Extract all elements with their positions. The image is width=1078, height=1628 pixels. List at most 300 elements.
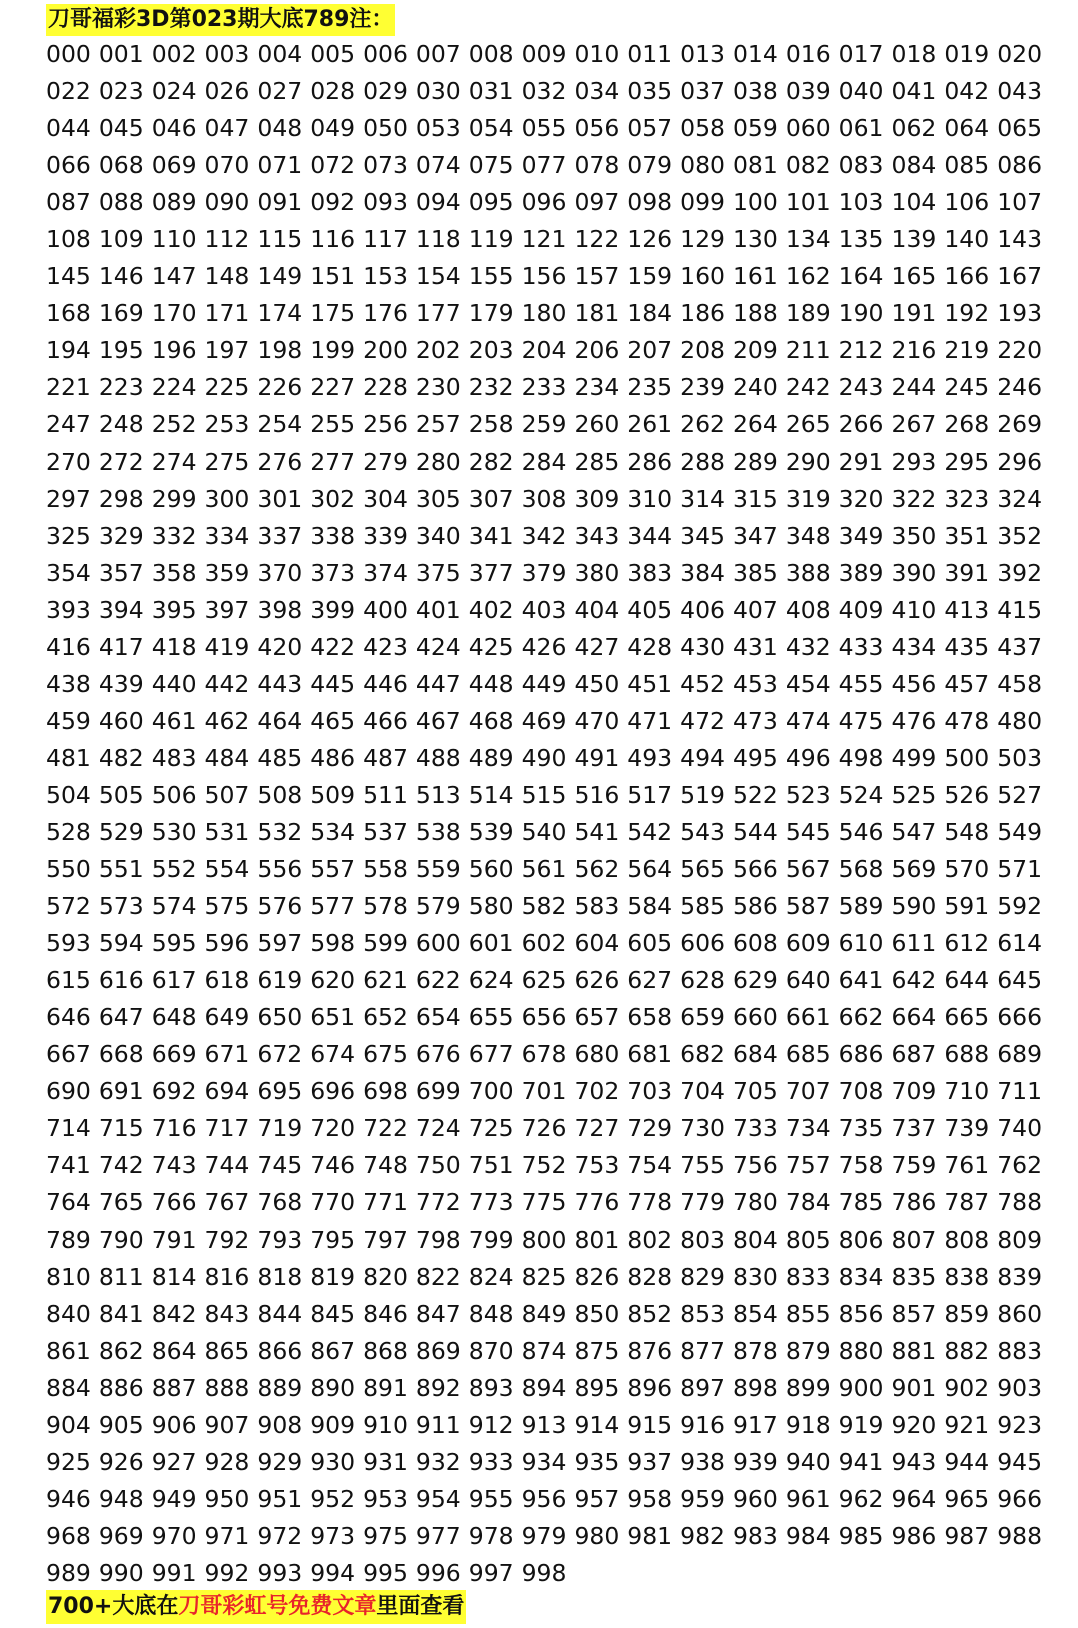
number-item: 001 (98, 40, 144, 68)
number-item: 447 (415, 669, 461, 698)
number-item: 598 (310, 929, 356, 958)
number-item: 390 (891, 558, 937, 587)
number-item: 658 (627, 1003, 673, 1032)
number-item: 405 (627, 595, 673, 624)
number-item: 968 (46, 1521, 91, 1550)
number-item: 914 (574, 1410, 620, 1439)
number-item: 401 (415, 595, 461, 624)
number-item: 153 (363, 262, 408, 291)
number-item: 350 (891, 521, 937, 550)
number-item: 513 (415, 780, 461, 809)
number-item: 529 (98, 817, 144, 846)
number-row (46, 925, 1056, 962)
number-item: 733 (732, 1114, 778, 1143)
number-item: 889 (257, 1373, 303, 1402)
number-item: 874 (521, 1336, 567, 1365)
number-item: 941 (838, 1447, 884, 1476)
number-item: 242 (785, 373, 831, 402)
number-item: 045 (98, 114, 144, 143)
number-item: 741 (46, 1151, 91, 1180)
number-item: 258 (468, 410, 514, 439)
number-item: 558 (363, 855, 408, 884)
number-item: 053 (415, 114, 461, 143)
number-item: 081 (732, 151, 778, 180)
number-item: 552 (151, 855, 197, 884)
number-item: 225 (204, 373, 250, 402)
number-row (46, 258, 1056, 295)
number-item: 928 (204, 1447, 250, 1476)
number-item: 675 (363, 1040, 408, 1069)
number-item: 727 (574, 1114, 620, 1143)
number-item: 088 (98, 188, 144, 217)
number-item: 868 (363, 1336, 408, 1365)
number-item: 554 (204, 855, 250, 884)
number-item: 437 (997, 632, 1043, 661)
number-item: 199 (310, 336, 356, 365)
number-item: 857 (891, 1299, 937, 1328)
number-item: 860 (997, 1299, 1043, 1328)
number-item: 569 (891, 855, 937, 884)
number-item: 337 (257, 521, 303, 550)
number-item: 961 (785, 1484, 831, 1513)
number-item: 523 (785, 780, 831, 809)
number-item: 876 (627, 1336, 673, 1365)
number-item: 119 (468, 225, 514, 254)
number-item: 866 (257, 1336, 303, 1365)
number-item: 752 (521, 1151, 567, 1180)
number-item: 542 (627, 817, 673, 846)
number-item: 720 (310, 1114, 356, 1143)
number-item: 139 (891, 225, 937, 254)
number-item: 006 (363, 40, 408, 68)
number-item: 835 (891, 1262, 937, 1291)
number-item: 764 (46, 1188, 91, 1217)
number-item: 918 (785, 1410, 831, 1439)
footer-text-suffix: 里面查看 (376, 1594, 465, 1619)
number-item: 943 (891, 1447, 937, 1476)
number-item: 256 (363, 410, 408, 439)
number-item: 654 (415, 1003, 461, 1032)
number-item: 983 (732, 1521, 778, 1550)
number-item: 478 (944, 706, 990, 735)
number-item: 490 (521, 743, 567, 772)
number-item: 839 (997, 1262, 1043, 1291)
number-item: 699 (415, 1077, 461, 1106)
number-item: 341 (468, 521, 514, 550)
number-item: 920 (891, 1410, 937, 1439)
number-item: 867 (310, 1336, 356, 1365)
number-item: 068 (98, 151, 144, 180)
number-item: 672 (257, 1040, 303, 1069)
number-item: 494 (680, 743, 725, 772)
number-row (46, 888, 1056, 925)
number-item: 420 (257, 632, 303, 661)
number-item: 112 (204, 225, 250, 254)
number-item: 288 (680, 447, 725, 476)
number-item: 973 (310, 1521, 356, 1550)
number-item: 989 (46, 1558, 91, 1587)
number-item: 083 (838, 151, 884, 180)
number-item: 247 (46, 410, 91, 439)
number-item: 925 (46, 1447, 91, 1476)
number-item: 716 (151, 1114, 197, 1143)
number-item: 004 (257, 40, 303, 68)
number-item: 929 (257, 1447, 303, 1476)
number-item: 556 (257, 855, 303, 884)
number-item: 511 (363, 780, 408, 809)
number-item: 216 (891, 336, 937, 365)
number-item: 846 (363, 1299, 408, 1328)
number-item: 028 (310, 77, 356, 106)
number-item: 255 (310, 410, 356, 439)
number-item: 525 (891, 780, 937, 809)
number-item: 122 (574, 225, 620, 254)
number-item: 966 (997, 1484, 1043, 1513)
number-item: 519 (680, 780, 725, 809)
number-item: 498 (838, 743, 884, 772)
number-item: 677 (468, 1040, 514, 1069)
number-item: 230 (415, 373, 461, 402)
number-item: 987 (944, 1521, 990, 1550)
number-item: 446 (363, 669, 408, 698)
number-item: 285 (574, 447, 620, 476)
number-item: 374 (363, 558, 408, 587)
number-item: 682 (680, 1040, 725, 1069)
number-row (46, 184, 1056, 221)
number-item: 992 (204, 1558, 250, 1587)
number-item: 709 (891, 1077, 937, 1106)
number-item: 946 (46, 1484, 91, 1513)
number-item: 473 (732, 706, 778, 735)
number-item: 894 (521, 1373, 567, 1402)
number-item: 608 (732, 929, 778, 958)
number-item: 901 (891, 1373, 937, 1402)
number-item: 459 (46, 706, 91, 735)
number-item: 659 (680, 1003, 725, 1032)
number-row (46, 1333, 1056, 1370)
number-item: 465 (310, 706, 356, 735)
number-item: 343 (574, 521, 620, 550)
number-item: 646 (46, 1003, 91, 1032)
number-item: 694 (204, 1077, 250, 1106)
number-item: 758 (838, 1151, 884, 1180)
number-item: 385 (732, 558, 778, 587)
number-item: 254 (257, 410, 303, 439)
number-item: 419 (204, 632, 250, 661)
number-item: 194 (46, 336, 91, 365)
number-row (46, 406, 1056, 443)
number-item: 301 (257, 484, 303, 513)
number-item: 594 (98, 929, 144, 958)
number-item: 485 (257, 743, 303, 772)
number-item: 373 (310, 558, 356, 587)
number-item: 077 (521, 151, 567, 180)
number-item: 403 (521, 595, 567, 624)
number-item: 008 (468, 40, 514, 68)
number-item: 772 (415, 1188, 461, 1217)
number-item: 674 (310, 1040, 356, 1069)
number-item: 377 (468, 558, 514, 587)
number-item: 104 (891, 188, 937, 217)
number-item: 410 (891, 595, 937, 624)
number-item: 140 (944, 225, 990, 254)
number-item: 399 (310, 595, 356, 624)
number-item: 093 (363, 188, 408, 217)
number-item: 801 (574, 1225, 620, 1254)
number-item: 010 (574, 40, 620, 68)
number-item: 320 (838, 484, 884, 513)
number-item: 017 (838, 40, 884, 68)
number-item: 939 (732, 1447, 778, 1476)
number-item: 534 (310, 817, 356, 846)
number-item: 388 (785, 558, 831, 587)
number-item: 027 (257, 77, 303, 106)
number-item: 912 (468, 1410, 514, 1439)
number-item: 807 (891, 1225, 937, 1254)
number-item: 095 (468, 188, 514, 217)
number-item: 280 (415, 447, 461, 476)
number-item: 930 (310, 1447, 356, 1476)
number-item: 907 (204, 1410, 250, 1439)
number-item: 253 (204, 410, 250, 439)
number-item: 980 (574, 1521, 620, 1550)
number-item: 156 (521, 262, 567, 291)
number-item: 020 (997, 40, 1043, 68)
number-item: 481 (46, 743, 91, 772)
number-item: 451 (627, 669, 673, 698)
number-item: 565 (680, 855, 725, 884)
number-item: 778 (627, 1188, 673, 1217)
number-item: 148 (204, 262, 250, 291)
number-item: 155 (468, 262, 514, 291)
number-row (46, 1407, 1056, 1444)
number-item: 567 (785, 855, 831, 884)
number-item: 908 (257, 1410, 303, 1439)
number-item: 998 (521, 1558, 567, 1587)
number-item: 628 (680, 966, 725, 995)
number-item: 196 (151, 336, 197, 365)
number-item: 916 (680, 1410, 725, 1439)
number-item: 962 (838, 1484, 884, 1513)
number-item: 690 (46, 1077, 91, 1106)
number-item: 990 (98, 1558, 144, 1587)
number-item: 171 (204, 299, 250, 328)
number-item: 275 (204, 447, 250, 476)
number-item: 788 (997, 1188, 1043, 1217)
number-item: 680 (574, 1040, 620, 1069)
number-item: 169 (98, 299, 144, 328)
number-item: 892 (415, 1373, 461, 1402)
number-item: 880 (838, 1336, 884, 1365)
number-item: 223 (98, 373, 144, 402)
number-item: 890 (310, 1373, 356, 1402)
number-item: 818 (257, 1262, 303, 1291)
number-item: 348 (785, 521, 831, 550)
number-item: 642 (891, 966, 937, 995)
number-item: 116 (310, 225, 356, 254)
number-item: 197 (204, 336, 250, 365)
number-item: 810 (46, 1262, 91, 1291)
number-item: 571 (997, 855, 1043, 884)
number-item: 073 (363, 151, 408, 180)
number-row (46, 221, 1056, 258)
number-item: 151 (310, 262, 356, 291)
number-item: 611 (891, 929, 937, 958)
number-item: 345 (680, 521, 725, 550)
number-item: 917 (732, 1410, 778, 1439)
number-item: 309 (574, 484, 620, 513)
number-item: 756 (732, 1151, 778, 1180)
number-item: 785 (838, 1188, 884, 1217)
number-item: 308 (521, 484, 567, 513)
number-item: 847 (415, 1299, 461, 1328)
number-item: 745 (257, 1151, 303, 1180)
number-item: 425 (468, 632, 514, 661)
number-row (46, 1444, 1056, 1481)
number-item: 189 (785, 299, 831, 328)
number-item: 862 (98, 1336, 144, 1365)
number-item: 179 (468, 299, 514, 328)
number-item: 323 (944, 484, 990, 513)
number-item: 700 (468, 1077, 514, 1106)
number-item: 915 (627, 1410, 673, 1439)
number-item: 040 (838, 77, 884, 106)
number-item: 442 (204, 669, 250, 698)
number-item: 099 (680, 188, 725, 217)
number-item: 426 (521, 632, 567, 661)
number-item: 584 (627, 892, 673, 921)
number-item: 845 (310, 1299, 356, 1328)
number-item: 462 (204, 706, 250, 735)
number-item: 002 (151, 40, 197, 68)
number-item: 717 (204, 1114, 250, 1143)
number-item: 792 (204, 1225, 250, 1254)
number-item: 398 (257, 595, 303, 624)
number-item: 404 (574, 595, 620, 624)
number-item: 958 (627, 1484, 673, 1513)
number-item: 129 (680, 225, 725, 254)
number-item: 685 (785, 1040, 831, 1069)
number-item: 208 (680, 336, 725, 365)
number-item: 978 (468, 1521, 514, 1550)
number-item: 029 (363, 77, 408, 106)
number-item: 971 (204, 1521, 250, 1550)
number-item: 055 (521, 114, 567, 143)
number-item: 840 (46, 1299, 91, 1328)
number-item: 957 (574, 1484, 620, 1513)
number-item: 742 (98, 1151, 144, 1180)
number-item: 449 (521, 669, 567, 698)
number-item: 582 (521, 892, 567, 921)
number-item: 744 (204, 1151, 250, 1180)
number-item: 719 (257, 1114, 303, 1143)
number-item: 204 (521, 336, 567, 365)
number-item: 882 (944, 1336, 990, 1365)
number-item: 687 (891, 1040, 937, 1069)
number-item: 705 (732, 1077, 778, 1106)
number-item: 300 (204, 484, 250, 513)
number-item: 267 (891, 410, 937, 439)
number-item: 671 (204, 1040, 250, 1069)
number-item: 870 (468, 1336, 514, 1365)
number-item: 540 (521, 817, 567, 846)
number-item: 164 (838, 262, 884, 291)
number-item: 191 (891, 299, 937, 328)
number-item: 935 (574, 1447, 620, 1476)
number-item: 655 (468, 1003, 514, 1032)
number-row (46, 740, 1056, 777)
number-item: 590 (891, 892, 937, 921)
number-item: 955 (468, 1484, 514, 1513)
number-item: 101 (785, 188, 831, 217)
number-item: 384 (680, 558, 725, 587)
number-item: 044 (46, 114, 91, 143)
number-item: 562 (574, 855, 620, 884)
number-item: 096 (521, 188, 567, 217)
number-item: 406 (680, 595, 725, 624)
number-item: 541 (574, 817, 620, 846)
number-item: 755 (680, 1151, 725, 1180)
number-item: 023 (98, 77, 144, 106)
number-item: 438 (46, 669, 91, 698)
number-item: 259 (521, 410, 567, 439)
number-item: 338 (310, 521, 356, 550)
number-item: 334 (204, 521, 250, 550)
number-row (46, 369, 1056, 406)
number-row (46, 592, 1056, 629)
number-item: 592 (997, 892, 1043, 921)
number-item: 467 (415, 706, 461, 735)
number-item: 202 (415, 336, 461, 365)
number-row (46, 703, 1056, 740)
number-item: 787 (944, 1188, 990, 1217)
number-item: 735 (838, 1114, 884, 1143)
number-item: 666 (997, 1003, 1043, 1032)
number-item: 480 (997, 706, 1043, 735)
number-item: 409 (838, 595, 884, 624)
number-item: 065 (997, 114, 1043, 143)
number-item: 470 (574, 706, 620, 735)
number-item: 828 (627, 1262, 673, 1291)
number-item: 761 (944, 1151, 990, 1180)
number-item: 768 (257, 1188, 303, 1217)
number-item: 282 (468, 447, 514, 476)
number-item: 106 (944, 188, 990, 217)
number-item: 645 (997, 966, 1043, 995)
number-item: 902 (944, 1373, 990, 1402)
number-item: 110 (151, 225, 197, 254)
number-row (46, 110, 1056, 147)
number-item: 246 (997, 373, 1043, 402)
number-item: 168 (46, 299, 91, 328)
number-item: 013 (680, 40, 725, 68)
number-item: 475 (838, 706, 884, 735)
number-item: 439 (98, 669, 144, 698)
number-row (46, 814, 1056, 851)
number-item: 212 (838, 336, 884, 365)
number-item: 585 (680, 892, 725, 921)
number-item: 770 (310, 1188, 356, 1217)
number-item: 019 (944, 40, 990, 68)
number-item: 379 (521, 558, 567, 587)
number-item: 047 (204, 114, 250, 143)
number-item: 161 (732, 262, 778, 291)
number-row (46, 73, 1056, 110)
number-item: 625 (521, 966, 567, 995)
number-item: 274 (151, 447, 197, 476)
number-item: 656 (521, 1003, 567, 1032)
number-item: 576 (257, 892, 303, 921)
